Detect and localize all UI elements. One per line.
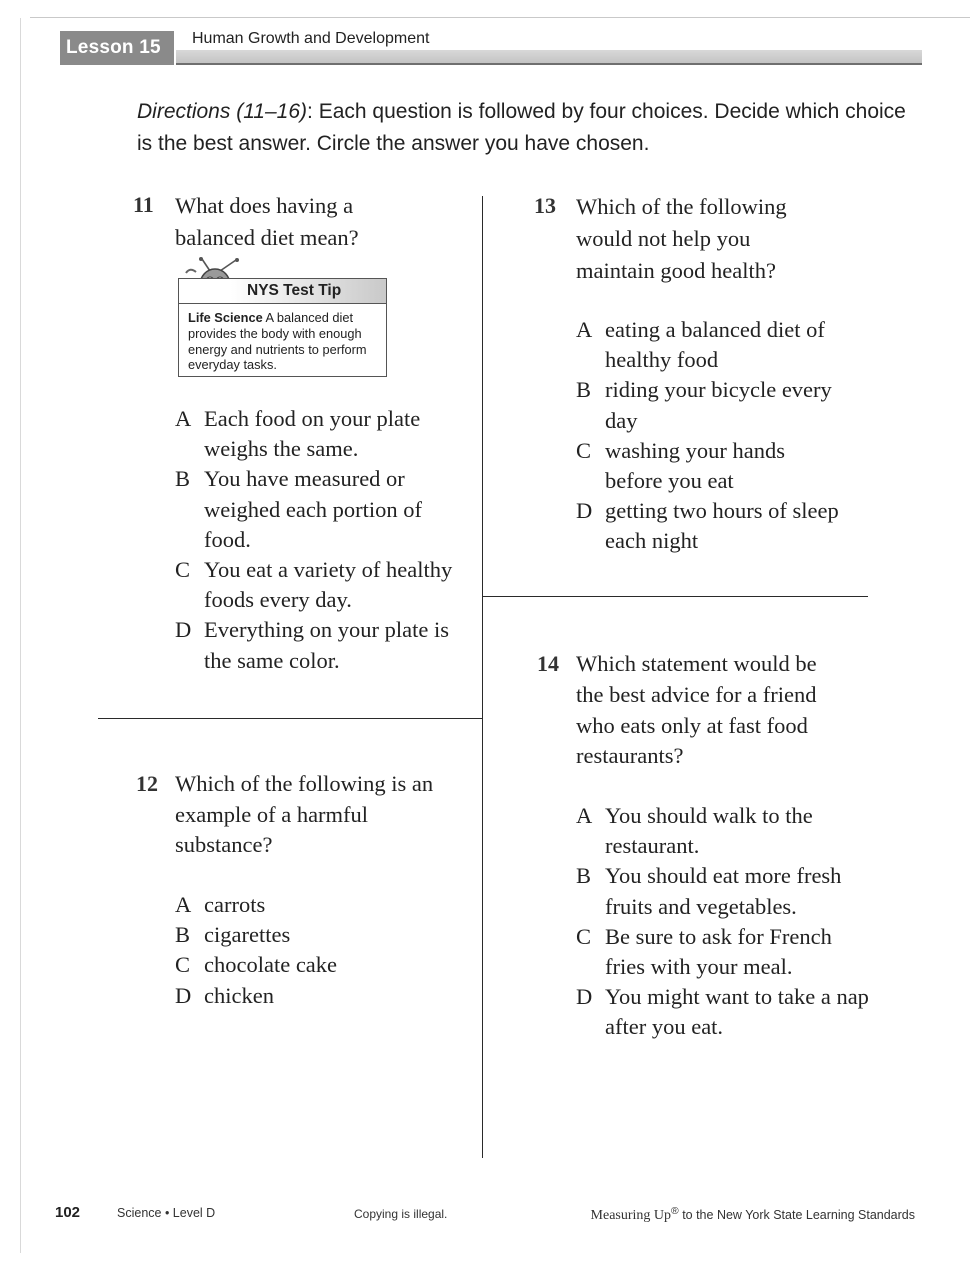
footer-copy-notice: Copying is illegal.	[354, 1207, 448, 1221]
question-number: 12	[136, 771, 158, 796]
answer-choice[interactable]	[175, 920, 465, 950]
answer-choices	[576, 315, 846, 557]
choice-text: riding your bicycle every day	[605, 377, 832, 433]
directions-label: Directions (11–16)	[137, 100, 308, 123]
question-stem: Which of the following would not help you maintain good health?	[576, 194, 787, 283]
directions	[137, 96, 917, 160]
question-stem: Which statement would be the best advice for a friend who eats only at fast food restaurants?	[576, 651, 817, 769]
answer-choice[interactable]	[576, 315, 846, 375]
footer-series	[591, 1206, 915, 1224]
choice-letter: B	[175, 922, 191, 948]
choice-letter: B	[175, 466, 191, 492]
answer-choice[interactable]	[576, 801, 876, 861]
header-bar	[176, 50, 922, 65]
series-brand: Measuring Up	[590, 1208, 672, 1224]
choice-text: washing your hands before you eat	[605, 437, 785, 494]
choice-letter: D	[576, 498, 593, 524]
answer-choice[interactable]	[175, 950, 465, 980]
answer-choice[interactable]	[576, 375, 846, 435]
choice-text: chocolate cake	[204, 952, 338, 978]
page-number: 102	[55, 1204, 81, 1221]
test-tip-header	[179, 279, 386, 304]
choice-letter: C	[576, 437, 592, 463]
choice-letter: C	[576, 923, 592, 949]
choice-letter: D	[576, 984, 593, 1010]
answer-choice[interactable]	[175, 890, 465, 920]
choice-letter: C	[175, 557, 191, 583]
choice-letter: A	[576, 803, 593, 828]
choice-text: eating a balanced diet of healthy food	[605, 317, 825, 373]
choice-letter: B	[576, 863, 592, 889]
answer-choice[interactable]	[175, 464, 467, 555]
choice-text: You should eat more fresh fruits and vegetables.	[605, 863, 842, 919]
test-tip-title: NYS Test Tip	[247, 282, 342, 299]
question-number: 11	[133, 192, 154, 217]
choice-letter: A	[175, 406, 192, 431]
answer-choice[interactable]	[175, 404, 467, 464]
choice-text: You should walk to the restaurant.	[605, 803, 813, 859]
choice-text: Be sure to ask for French fries with your meal.	[605, 923, 832, 980]
answer-choice[interactable]	[175, 555, 467, 615]
page-left-edge	[20, 18, 21, 1253]
answer-choices	[175, 890, 465, 1011]
series-registered-mark: ®	[671, 1206, 679, 1217]
answer-choice[interactable]	[576, 922, 876, 982]
question-stem: Which of the following is an example of a harmful substance?	[175, 771, 434, 857]
column-divider	[482, 196, 483, 1158]
answer-choice[interactable]	[576, 861, 876, 921]
choice-text: chicken	[204, 982, 274, 1008]
answer-choices	[175, 404, 467, 676]
answer-choice[interactable]	[576, 496, 846, 556]
choice-text: Everything on your plate is the same color.	[204, 617, 449, 673]
test-tip-text: A balanced diet provides the body with enough energy and nutrients to perform everyday tasks.	[188, 310, 367, 373]
question-divider-right	[482, 596, 868, 597]
answer-choice[interactable]	[576, 436, 846, 496]
test-tip-subject: Life Science	[188, 310, 263, 325]
choice-letter: C	[175, 952, 191, 978]
choice-text: Each food on your plate weighs the same.	[204, 406, 421, 462]
page-top-edge	[30, 17, 970, 18]
test-tip-body	[188, 310, 384, 373]
test-tip-box	[178, 278, 387, 377]
answer-choice[interactable]	[576, 982, 876, 1042]
answer-choice[interactable]	[175, 615, 467, 675]
answer-choice[interactable]	[175, 981, 465, 1011]
choice-letter: A	[175, 892, 192, 917]
series-tagline: to the New York State Learning Standards	[678, 1208, 915, 1223]
choice-text: You might want to take a nap after you eat.	[605, 984, 869, 1040]
directions-text: : Each question is followed by four choices. Decide which choice is the best answer. Circle the answer you have chosen.	[137, 100, 906, 155]
choice-text: carrots	[204, 892, 266, 917]
choice-letter: B	[576, 377, 592, 403]
choice-text: getting two hours of sleep each night	[605, 498, 839, 554]
question-divider-left	[98, 718, 482, 719]
choice-text: You have measured or weighed each portion of food.	[204, 466, 423, 552]
question-stem: What does having a balanced diet mean?	[175, 193, 359, 250]
choice-text: cigarettes	[204, 922, 291, 948]
answer-choices	[576, 801, 876, 1043]
lesson-badge: Lesson 15	[60, 31, 174, 65]
choice-letter: D	[175, 617, 192, 643]
footer-subject: Science • Level D	[117, 1206, 216, 1220]
choice-letter: D	[175, 982, 192, 1008]
choice-letter: A	[576, 317, 593, 342]
question-number: 13	[534, 193, 556, 218]
question-number: 14	[537, 651, 559, 676]
lesson-title: Human Growth and Development	[192, 30, 430, 47]
choice-text: You eat a variety of healthy foods every day.	[204, 557, 453, 613]
